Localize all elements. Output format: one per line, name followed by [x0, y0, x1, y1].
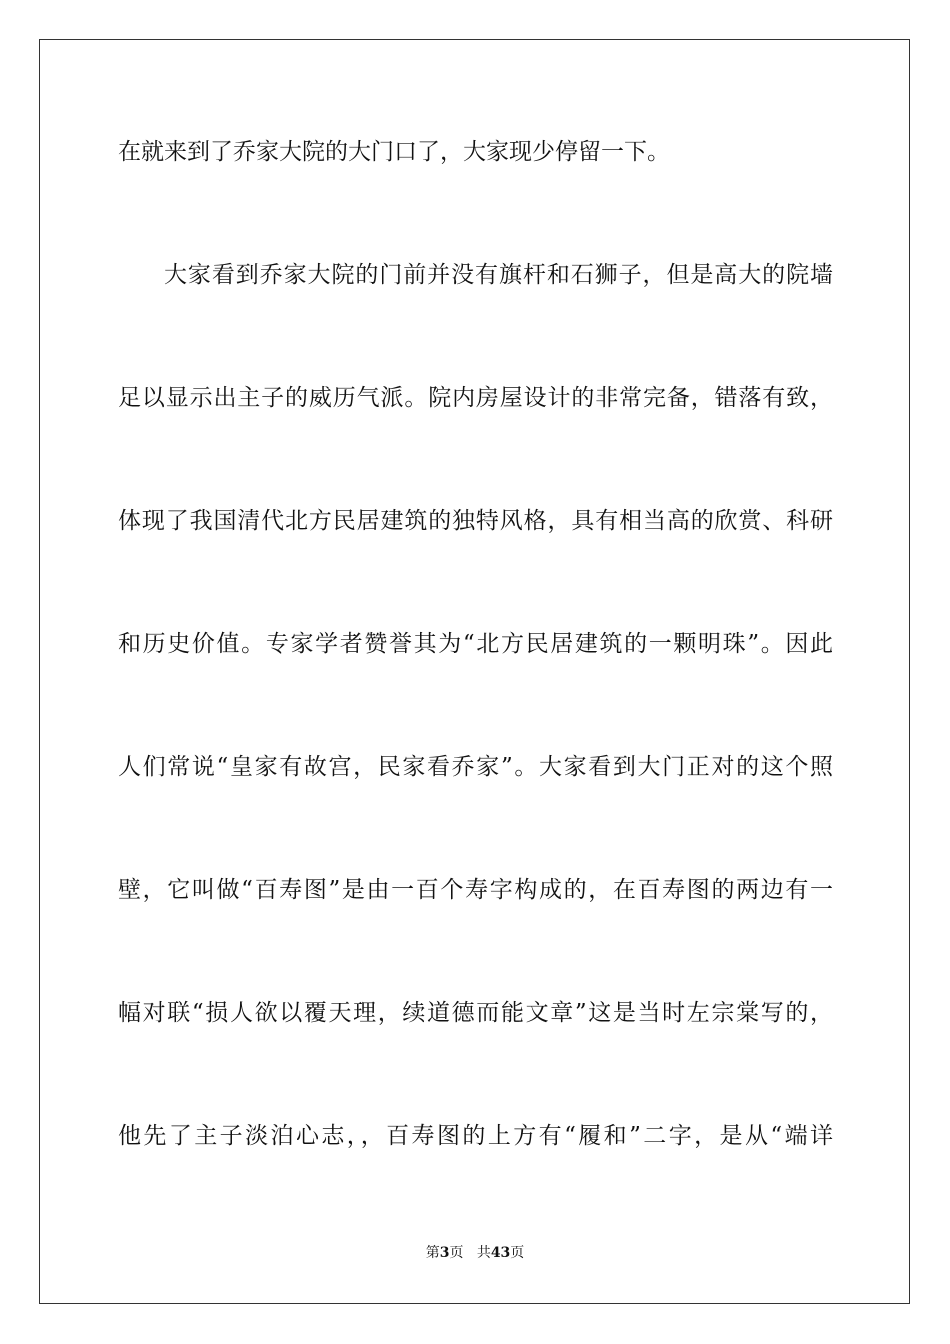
total-suffix: 页: [510, 1245, 525, 1261]
total-pages: 43: [490, 1245, 511, 1261]
text-line-5: 和历史价值。专家学者赞誉其为“北方民居建筑的一颗明珠”。因此: [118, 631, 833, 657]
text-line-8: 幅对联“损人欲以覆天理，续道德而能文章”这是当时左宗棠写的，: [118, 1000, 833, 1026]
page-footer: [0, 1244, 950, 1262]
text-line-7: 壁，它叫做“百寿图”是由一百个寿字构成的，在百寿图的两边有一: [118, 877, 833, 903]
text-line-9: 他先了主子淡泊心志，，百寿图的上方有“履和”二字，是从“端详: [118, 1123, 833, 1149]
page-border: [39, 39, 910, 1304]
page-prefix: 第: [425, 1245, 440, 1261]
text-line-2: 大家看到乔家大院的门前并没有旗杆和石狮子，但是高大的院墙: [164, 262, 833, 288]
page-suffix: 页: [449, 1245, 464, 1261]
text-line-4: 体现了我国清代北方民居建筑的独特风格，具有相当高的欣赏、科研: [118, 508, 833, 534]
page-number: 3: [439, 1245, 450, 1261]
text-line-6: 人们常说“皇家有故宫，民家看乔家”。大家看到大门正对的这个照: [118, 754, 833, 780]
text-line-1: 在就来到了乔家大院的大门口了，大家现少停留一下。: [118, 139, 670, 165]
text-line-3: 足以显示出主子的威历气派。院内房屋设计的非常完备，错落有致，: [118, 385, 833, 411]
total-prefix: 共: [476, 1245, 491, 1261]
